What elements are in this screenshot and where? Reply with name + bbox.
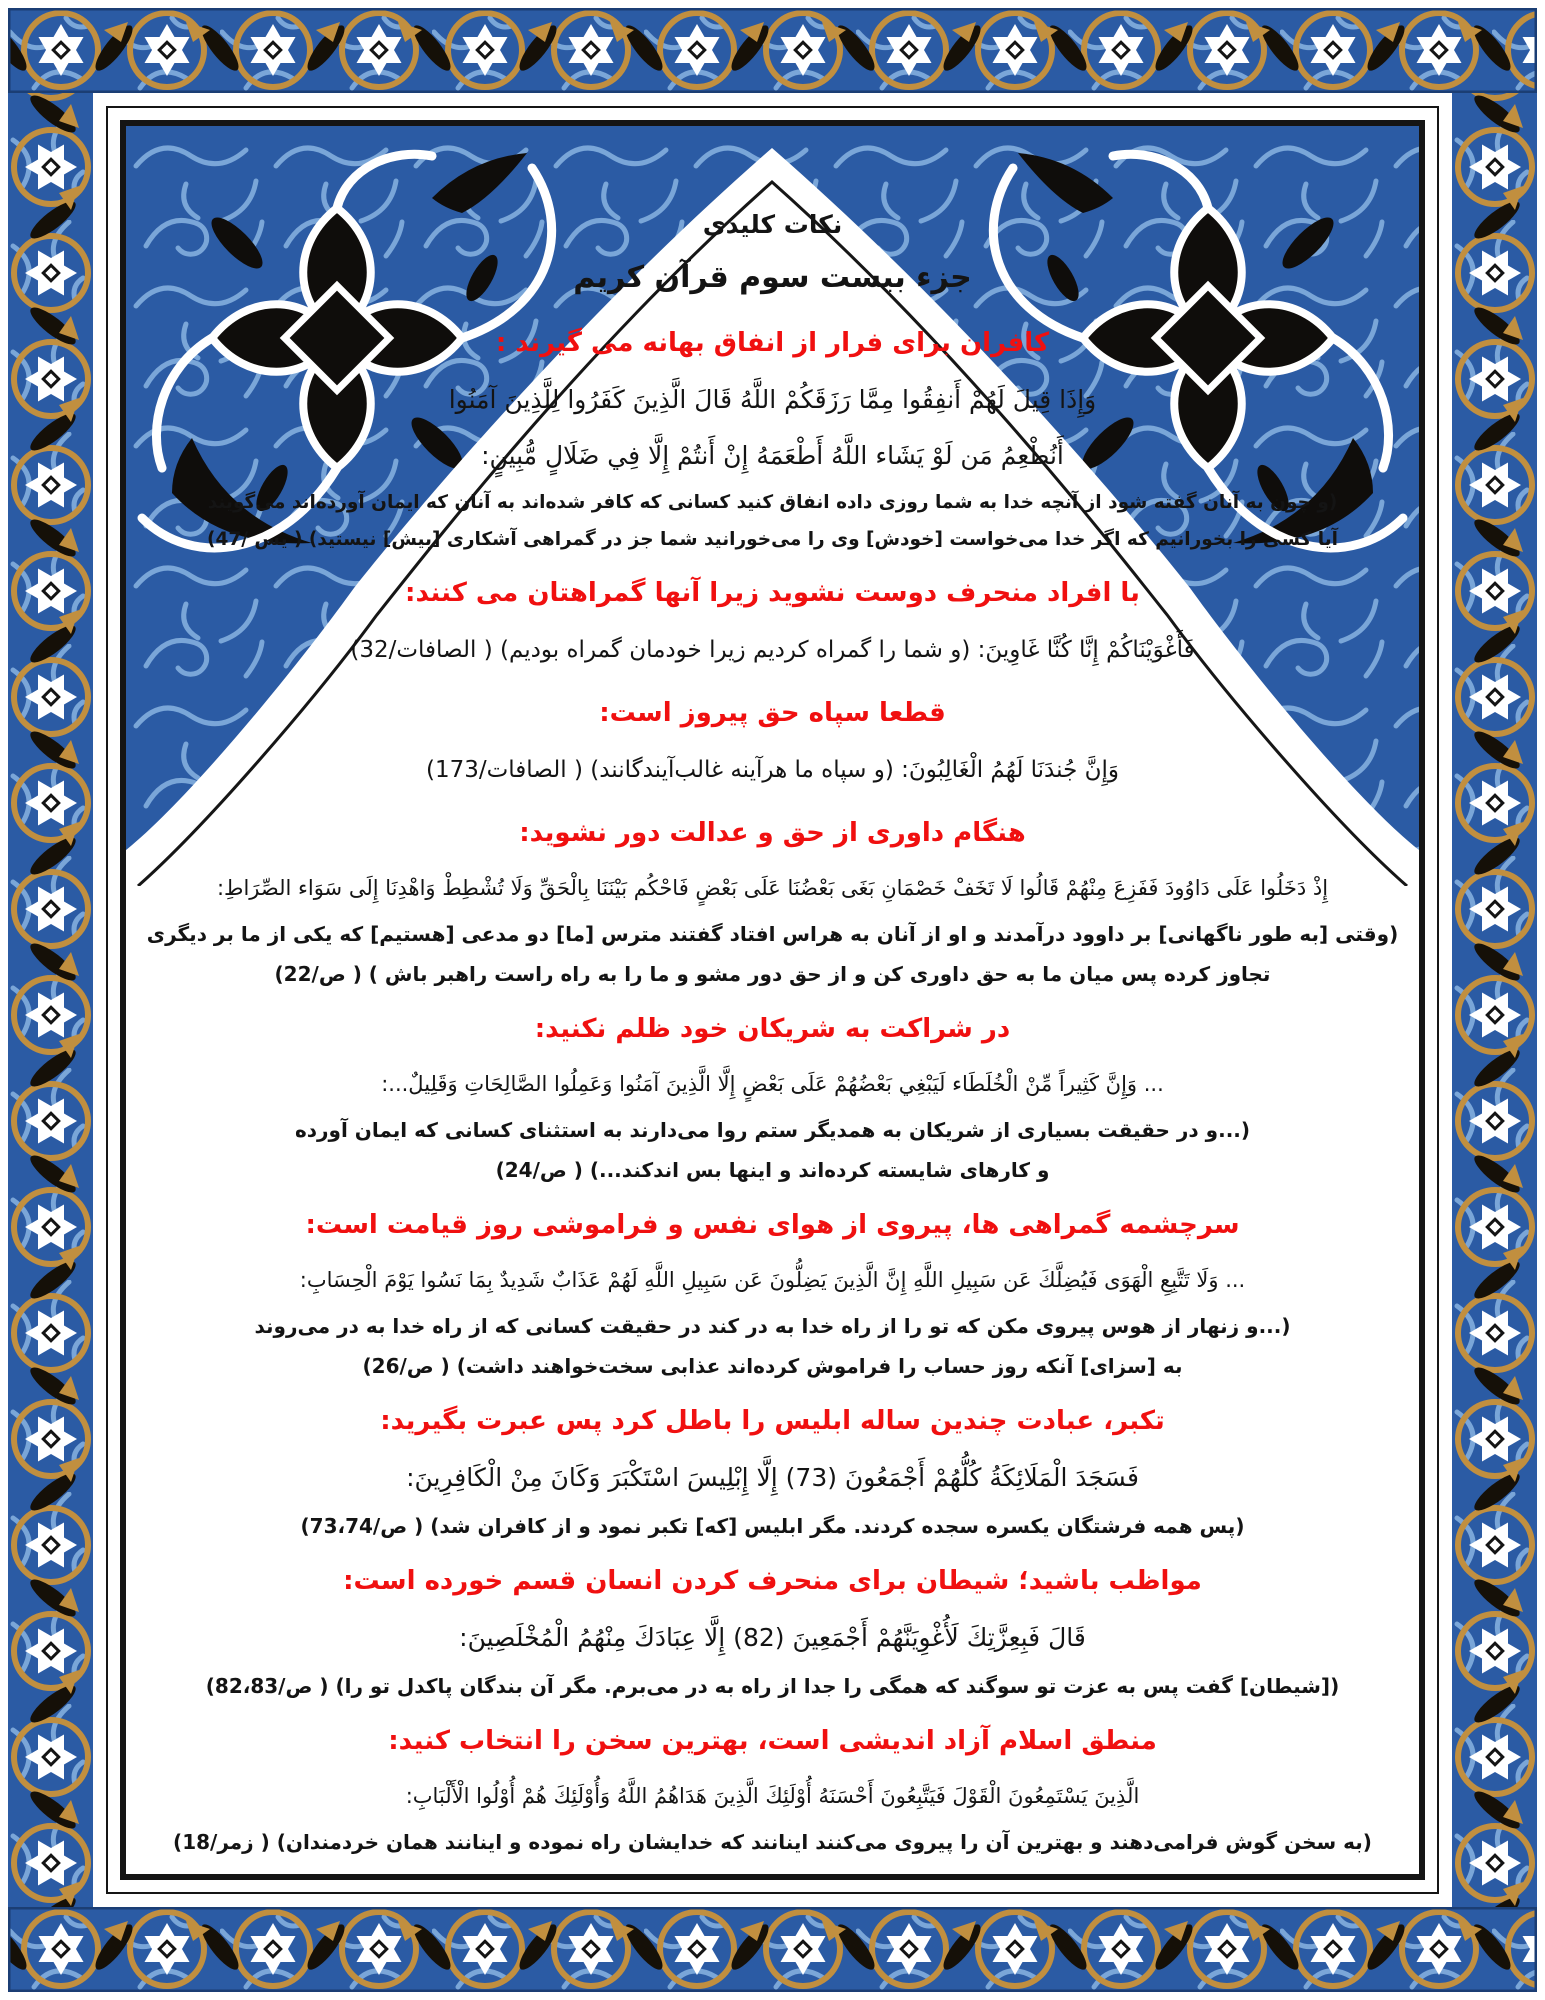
page-subtitle: جزء بیست سوم قرآن کریم: [573, 260, 972, 295]
translation-line: تجاوز کرده پس میان ما به حق داوری کن و از حق دور مشو و ما را به راه راست راهبر باش ) ( ص/22): [274, 962, 1271, 986]
translation-line: (و چون به آنان گفته شود از آنچه خدا به شما روزی داده انفاق کنید کسانی که کافر شده‌اند به آنان که ایمان آورده‌اند می‌گویند: [207, 492, 1338, 513]
section: [126, 1712, 1419, 1862]
translation-line: (وقتی [به طور ناگهانی] بر داوود درآمدند و او از آنان به هراس افتاد گفتند مترس [ما] دو مدعی [هستیم] که یکی از ما بر دیگری: [146, 922, 1399, 946]
section: [126, 684, 1419, 798]
translation-line: (به سخن گوش فرامی‌دهند و بهترین آن را پیروی می‌کنند اینانند که خدایشان راه نموده و اینانند همان خردمندان) ( زمر/18): [173, 1830, 1372, 1854]
border-band-left: [8, 8, 93, 1992]
section-heading: سرچشمه گمراهی ها، پیروی از هوای نفس و فراموشی روز قیامت است:: [305, 1210, 1240, 1240]
section: [126, 1196, 1419, 1386]
translation-line: و کارهای شایسته کرده‌اند و اینها بس اندکند...) ( ص/24): [495, 1158, 1050, 1182]
section: [126, 804, 1419, 994]
section-heading: با افراد منحرف دوست نشوید زیرا آنها گمراهتان می کنند:: [405, 578, 1140, 608]
verse-line: وَإِنَّ جُندَنَا لَهُمُ الْغَالِبُونَ: (و سپاه ما هرآینه غالب‌آیندگانند) ( الصافات/173): [426, 757, 1119, 783]
translation-line: ([شیطان] گفت پس به عزت تو سوگند که همگی را جدا از راه به در می‌برم. مگر آن بندگان پاکدل تو را) ( ص/82،83): [205, 1674, 1340, 1698]
translation-line: (پس همه فرشتگان یکسره سجده کردند. مگر ابلیس [که] تکبر نمود و از کافران شد) ( ص/73،74): [300, 1514, 1245, 1538]
section-heading: هنگام داوری از حق و عدالت دور نشوید:: [519, 818, 1026, 848]
verse-line: وَإِذَا قِيلَ لَهُمْ أَنفِقُوا مِمَّا رَزَقَكُمْ اللَّهُ قَالَ الَّذِينَ كَفَرُوا لِلَّذِينَ آمَنُوا: [448, 385, 1097, 414]
verse-line: إِذْ دَخَلُوا عَلَى دَاوُودَ فَفَزِعَ مِنْهُمْ قَالُوا لَا تَخَفْ خَصْمَانِ بَغَى بَعْضُنَا عَلَى بَعْضٍ فَاحْكُم بَيْنَنَا بِالْحَقِّ وَلَا تُشْطِطْ وَاهْدِنَا إِلَى سَوَاء الصِّرَاطِ:: [216, 876, 1329, 900]
translation-line: (...و زنهار از هوس پیروی مکن که تو را از راه خدا به در کند در حقیقت کسانی که از راه خدا به در می‌روند: [254, 1314, 1291, 1338]
translation-line: (...و در حقیقت بسیاری از شریکان به همدیگر ستم روا می‌دارند به استثنای کسانی که ایمان آورده: [294, 1118, 1251, 1142]
verse-line: فَأَغْوَيْنَاكُمْ إِنَّا كُنَّا غَاوِينَ: (و شما را گمراه کردیم زیرا خودمان گمراه بودیم) ( الصافات/32): [350, 637, 1195, 663]
verse-line: قَالَ فَبِعِزَّتِكَ لَأُغْوِيَنَّهُمْ أَجْمَعِينَ (82) إِلَّا عِبَادَكَ مِنْهُمُ الْمُخْلَصِينَ:: [459, 1623, 1086, 1652]
page-content: [126, 126, 1419, 1862]
verse-line: فَسَجَدَ الْمَلَائِكَةُ كُلُّهُمْ أَجْمَعُونَ (73) إِلَّا إِبْلِيسَ اسْتَكْبَرَ وَكَانَ مِنْ الْكَافِرِينَ:: [406, 1463, 1139, 1492]
section: [126, 1000, 1419, 1190]
translation-line: آیا کسی را بخورانیم که اگر خدا می‌خواست [خودش] وی را می‌خورانید شما جز در گمراهی آشکاری [بیش] نیستید) ( یس /47): [207, 529, 1338, 550]
section-heading: در شراکت به شریکان خود ظلم نکنید:: [534, 1014, 1011, 1044]
section: [126, 1392, 1419, 1546]
verse-line: ... وَلَا تَتَّبِعِ الْهَوَى فَيُضِلَّكَ عَن سَبِيلِ اللَّهِ إِنَّ الَّذِينَ يَضِلُّونَ عَن سَبِيلِ اللَّهِ لَهُمْ عَذَابٌ شَدِيدٌ بِمَا نَسُوا يَوْمَ الْحِسَابِ:: [299, 1268, 1246, 1292]
section-heading: منطق اسلام آزاد اندیشی است، بهترین سخن را انتخاب کنید:: [388, 1726, 1157, 1756]
border-band-bottom: [8, 1907, 1537, 1992]
border-band-top: [8, 8, 1537, 93]
page-title: نکات کلیدی: [702, 210, 843, 239]
section-heading: قطعا سپاه حق پیروز است:: [599, 698, 946, 728]
section: [126, 314, 1419, 558]
section-heading: تکبر، عبادت چندین ساله ابلیس را باطل کرد پس عبرت بگیرید:: [380, 1406, 1165, 1436]
verse-line: الَّذِينَ يَسْتَمِعُونَ الْقَوْلَ فَيَتَّبِعُونَ أَحْسَنَهُ أُوْلَئِكَ الَّذِينَ هَدَاهُمُ اللَّهُ وَأُوْلَئِكَ هُمْ أُوْلُوا الْأَلْبَابِ:: [405, 1784, 1140, 1808]
border-band-right: [1452, 8, 1537, 1992]
verse-line: ... وَإِنَّ كَثِيراً مِّنْ الْخُلَطَاء لَيَبْغِي بَعْضُهُمْ عَلَى بَعْضٍ إِلَّا الَّذِينَ آمَنُوا وَعَمِلُوا الصَّالِحَاتِ وَقَلِيلٌ...:: [381, 1072, 1164, 1096]
section: [126, 1552, 1419, 1706]
section-heading: مواظب باشید؛ شیطان برای منحرف کردن انسان قسم خورده است:: [343, 1566, 1202, 1596]
verse-line: أَنُطْعِمُ مَن لَوْ يَشَاء اللَّهُ أَطْعَمَهُ إِنْ أَنتُمْ إِلَّا فِي ضَلَالٍ مُّبِينٍ:: [481, 441, 1064, 470]
translation-line: به [سزای] آنکه روز حساب را فراموش کرده‌اند عذابی سخت‌خواهند داشت) ( ص/26): [362, 1354, 1183, 1378]
section: [126, 564, 1419, 678]
section-heading: کافران برای فرار از انفاق بهانه می گیرند :: [495, 328, 1050, 358]
